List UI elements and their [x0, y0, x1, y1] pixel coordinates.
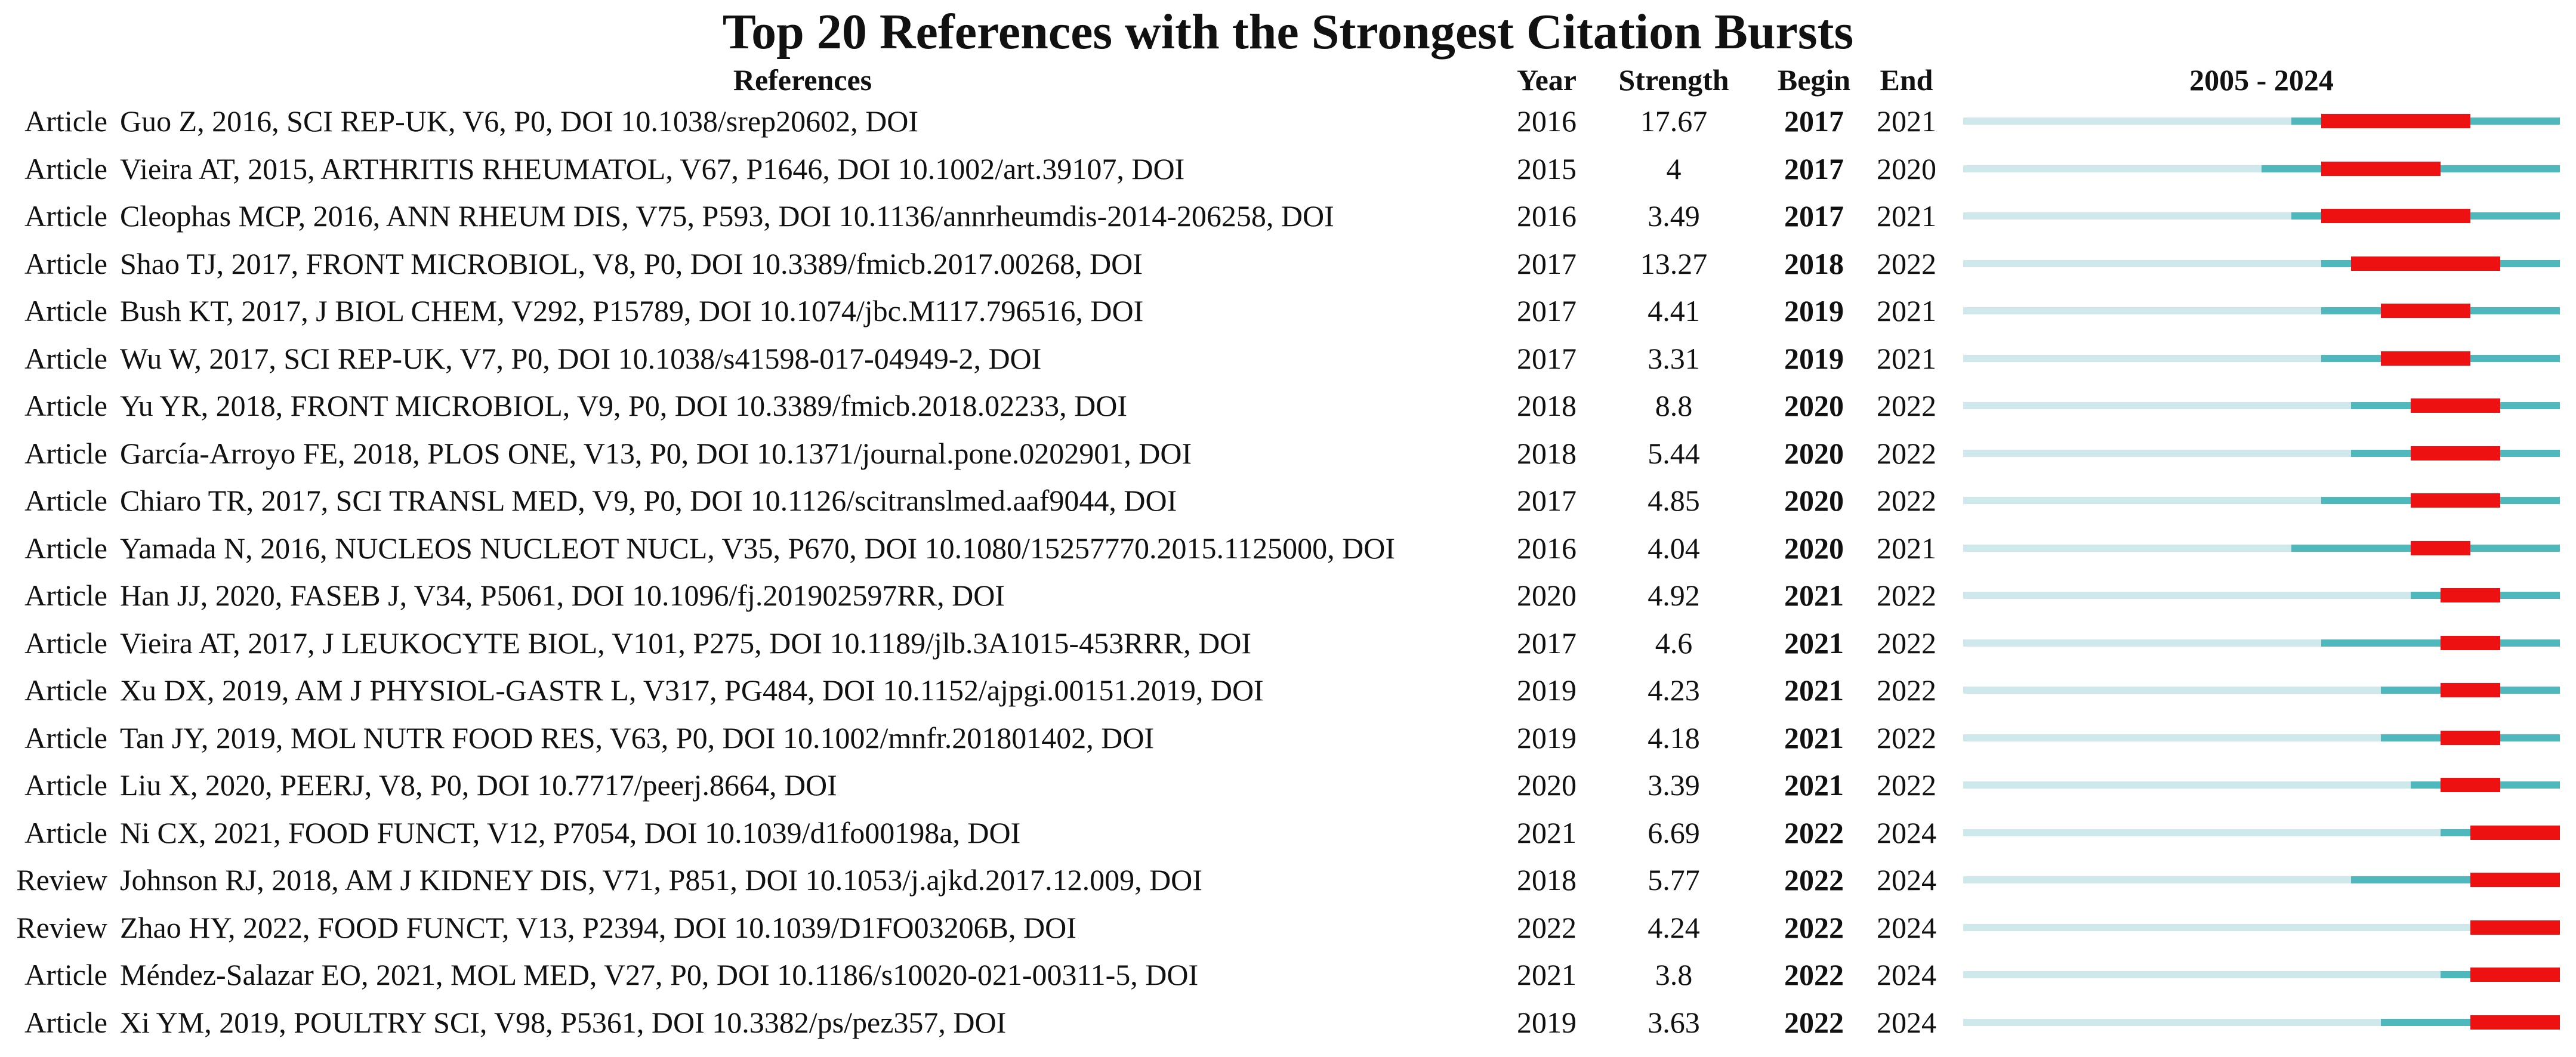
- reference-type: Article: [24, 199, 107, 233]
- burst-end: 2021: [1877, 294, 1936, 327]
- burst-bar: [2470, 1015, 2560, 1030]
- reference-year: 2020: [1517, 768, 1577, 802]
- table-row: [0, 192, 2576, 240]
- burst-end: 2022: [1877, 436, 1936, 470]
- burst-strength: 4.85: [1648, 484, 1700, 517]
- burst-strength: 3.39: [1648, 768, 1700, 802]
- burst-timeline: [1963, 477, 2560, 524]
- burst-end: 2021: [1877, 104, 1936, 138]
- burst-bar: [2441, 731, 2500, 745]
- reference-year: 2018: [1517, 389, 1577, 422]
- table-row: [0, 335, 2576, 382]
- burst-bar: [2321, 209, 2470, 223]
- reference-year: 2021: [1517, 815, 1577, 849]
- burst-timeline: [1963, 666, 2560, 714]
- burst-begin: 2020: [1784, 484, 1844, 517]
- burst-begin: 2017: [1784, 152, 1844, 186]
- burst-begin: 2021: [1784, 579, 1844, 612]
- reference-year: 2015: [1517, 152, 1577, 186]
- burst-begin: 2020: [1784, 389, 1844, 422]
- burst-strength: 4.6: [1655, 626, 1693, 660]
- burst-timeline: [1963, 951, 2560, 999]
- burst-strength: 3.8: [1655, 958, 1693, 991]
- burst-begin: 2020: [1784, 436, 1844, 470]
- table-row: [0, 856, 2576, 904]
- burst-begin: 2018: [1784, 246, 1844, 280]
- reference-citation: García-Arroyo FE, 2018, PLOS ONE, V13, P0, DOI 10.1371/journal.pone.0202901, DOI: [120, 436, 1192, 470]
- table-row: [0, 240, 2576, 288]
- table-row: [0, 904, 2576, 951]
- burst-bar: [2351, 256, 2500, 271]
- reference-year: 2019: [1517, 673, 1577, 707]
- reference-year: 2016: [1517, 199, 1577, 233]
- table-row: [0, 287, 2576, 335]
- burst-end: 2021: [1877, 341, 1936, 375]
- reference-citation: Tan JY, 2019, MOL NUTR FOOD RES, V63, P0, DOI 10.1002/mnfr.201801402, DOI: [120, 721, 1155, 755]
- reference-type: Article: [24, 341, 107, 375]
- burst-bar: [2441, 588, 2500, 602]
- reference-type: Article: [24, 294, 107, 327]
- burst-strength: 5.44: [1648, 436, 1700, 470]
- reference-citation: Han JJ, 2020, FASEB J, V34, P5061, DOI 10.1096/fj.201902597RR, DOI: [120, 579, 1005, 612]
- burst-bar: [2411, 493, 2500, 508]
- table-row: [0, 382, 2576, 429]
- burst-strength: 4.41: [1648, 294, 1700, 327]
- header-end: End: [1880, 63, 1933, 97]
- burst-begin: 2021: [1784, 626, 1844, 660]
- burst-end: 2021: [1877, 199, 1936, 233]
- burst-strength: 6.69: [1648, 815, 1700, 849]
- burst-strength: 3.31: [1648, 341, 1700, 375]
- burst-bar: [2381, 304, 2470, 318]
- burst-bar: [2411, 446, 2500, 460]
- burst-end: 2024: [1877, 1005, 1936, 1039]
- burst-begin: 2021: [1784, 721, 1844, 755]
- reference-type: Article: [24, 246, 107, 280]
- burst-strength: 4.23: [1648, 673, 1700, 707]
- burst-timeline: [1963, 335, 2560, 382]
- reference-citation: Wu W, 2017, SCI REP-UK, V7, P0, DOI 10.1038/s41598-017-04949-2, DOI: [120, 341, 1042, 375]
- reference-year: 2020: [1517, 579, 1577, 612]
- reference-type: Review: [16, 863, 107, 897]
- burst-strength: 4: [1666, 152, 1682, 186]
- burst-end: 2024: [1877, 815, 1936, 849]
- reference-type: Article: [24, 531, 107, 565]
- table-row: [0, 809, 2576, 857]
- burst-begin: 2022: [1784, 910, 1844, 944]
- reference-type: Article: [24, 815, 107, 849]
- reference-year: 2016: [1517, 104, 1577, 138]
- burst-end: 2022: [1877, 246, 1936, 280]
- reference-citation: Chiaro TR, 2017, SCI TRANSL MED, V9, P0, DOI 10.1126/scitranslmed.aaf9044, DOI: [120, 484, 1177, 517]
- table-row: [0, 145, 2576, 193]
- burst-begin: 2019: [1784, 294, 1844, 327]
- table-row: [0, 666, 2576, 714]
- burst-strength: 4.24: [1648, 910, 1700, 944]
- table-row: [0, 429, 2576, 477]
- burst-end: 2022: [1877, 484, 1936, 517]
- burst-strength: 17.67: [1640, 104, 1708, 138]
- reference-citation: Yu YR, 2018, FRONT MICROBIOL, V9, P0, DOI 10.3389/fmicb.2018.02233, DOI: [120, 389, 1128, 422]
- reference-citation: Vieira AT, 2017, J LEUKOCYTE BIOL, V101, P275, DOI 10.1189/jlb.3A1015-453RRR, DOI: [120, 626, 1251, 660]
- reference-citation: Vieira AT, 2015, ARTHRITIS RHEUMATOL, V67, P1646, DOI 10.1002/art.39107, DOI: [120, 152, 1185, 186]
- reference-year: 2018: [1517, 436, 1577, 470]
- burst-bar: [2470, 873, 2560, 887]
- reference-year: 2017: [1517, 626, 1577, 660]
- reference-type: Article: [24, 768, 107, 802]
- burst-end: 2020: [1877, 152, 1936, 186]
- reference-year: 2018: [1517, 863, 1577, 897]
- reference-year: 2016: [1517, 531, 1577, 565]
- table-row: [0, 524, 2576, 572]
- reference-type: Article: [24, 484, 107, 517]
- burst-timeline: [1963, 382, 2560, 429]
- burst-strength: 4.04: [1648, 531, 1700, 565]
- reference-year: 2021: [1517, 958, 1577, 991]
- reference-type: Article: [24, 721, 107, 755]
- reference-citation: Guo Z, 2016, SCI REP-UK, V6, P0, DOI 10.1038/srep20602, DOI: [120, 104, 918, 138]
- burst-timeline: [1963, 761, 2560, 809]
- chart-title: Top 20 References with the Strongest Citation Bursts: [722, 4, 1854, 60]
- burst-timeline: [1963, 999, 2560, 1046]
- burst-strength: 4.92: [1648, 579, 1700, 612]
- reference-year: 2017: [1517, 484, 1577, 517]
- burst-begin: 2022: [1784, 815, 1844, 849]
- burst-bar: [2411, 398, 2500, 413]
- burst-end: 2021: [1877, 531, 1936, 565]
- burst-bar: [2321, 114, 2470, 128]
- burst-bar: [2441, 683, 2500, 697]
- reference-type: Review: [16, 910, 107, 944]
- burst-bar: [2470, 920, 2560, 935]
- burst-timeline: [1963, 571, 2560, 619]
- reference-year: 2017: [1517, 294, 1577, 327]
- header-strength: Strength: [1618, 63, 1729, 97]
- reference-year: 2022: [1517, 910, 1577, 944]
- burst-bar: [2381, 351, 2470, 366]
- burst-bar: [2441, 778, 2500, 792]
- reference-year: 2019: [1517, 721, 1577, 755]
- table-row: [0, 714, 2576, 762]
- burst-begin: 2022: [1784, 958, 1844, 991]
- burst-end: 2022: [1877, 673, 1936, 707]
- reference-type: Article: [24, 579, 107, 612]
- burst-strength: 3.63: [1648, 1005, 1700, 1039]
- reference-type: Article: [24, 104, 107, 138]
- burst-begin: 2017: [1784, 104, 1844, 138]
- burst-timeline: [1963, 524, 2560, 572]
- burst-timeline: [1963, 240, 2560, 288]
- burst-end: 2024: [1877, 863, 1936, 897]
- burst-strength: 3.49: [1648, 199, 1700, 233]
- reference-year: 2017: [1517, 341, 1577, 375]
- burst-strength: 4.18: [1648, 721, 1700, 755]
- burst-strength: 5.77: [1648, 863, 1700, 897]
- reference-citation: Xu DX, 2019, AM J PHYSIOL-GASTR L, V317, PG484, DOI 10.1152/ajpgi.00151.2019, DOI: [120, 673, 1264, 707]
- table-row: [0, 97, 2576, 145]
- burst-begin: 2021: [1784, 673, 1844, 707]
- burst-timeline: [1963, 619, 2560, 667]
- reference-citation: Johnson RJ, 2018, AM J KIDNEY DIS, V71, P851, DOI 10.1053/j.ajkd.2017.12.009, DOI: [120, 863, 1202, 897]
- table-row: [0, 761, 2576, 809]
- table-row: [0, 951, 2576, 999]
- burst-timeline: [1963, 97, 2560, 145]
- header-references: References: [733, 63, 872, 97]
- burst-end: 2024: [1877, 958, 1936, 991]
- header-begin: Begin: [1777, 63, 1851, 97]
- reference-citation: Yamada N, 2016, NUCLEOS NUCLEOT NUCL, V35, P670, DOI 10.1080/15257770.2015.1125000, DOI: [120, 531, 1396, 565]
- burst-bar: [2321, 162, 2441, 176]
- reference-type: Article: [24, 958, 107, 991]
- reference-citation: Zhao HY, 2022, FOOD FUNCT, V13, P2394, DOI 10.1039/D1FO03206B, DOI: [120, 910, 1076, 944]
- burst-begin: 2020: [1784, 531, 1844, 565]
- reference-citation: Xi YM, 2019, POULTRY SCI, V98, P5361, DOI 10.3382/ps/pez357, DOI: [120, 1005, 1007, 1039]
- burst-timeline: [1963, 856, 2560, 904]
- table-row: [0, 571, 2576, 619]
- table-row: [0, 999, 2576, 1046]
- reference-citation: Ni CX, 2021, FOOD FUNCT, V12, P7054, DOI 10.1039/d1fo00198a, DOI: [120, 815, 1021, 849]
- reference-type: Article: [24, 436, 107, 470]
- table-row: [0, 477, 2576, 524]
- burst-timeline: [1963, 904, 2560, 951]
- burst-end: 2022: [1877, 579, 1936, 612]
- burst-bar: [2470, 968, 2560, 982]
- burst-end: 2022: [1877, 626, 1936, 660]
- burst-bar: [2411, 541, 2470, 555]
- burst-bar: [2470, 826, 2560, 840]
- burst-end: 2022: [1877, 721, 1936, 755]
- header-year: Year: [1517, 63, 1577, 97]
- reference-citation: Liu X, 2020, PEERJ, V8, P0, DOI 10.7717/peerj.8664, DOI: [120, 768, 837, 802]
- burst-timeline: [1963, 809, 2560, 857]
- burst-end: 2022: [1877, 389, 1936, 422]
- burst-timeline: [1963, 429, 2560, 477]
- burst-begin: 2022: [1784, 1005, 1844, 1039]
- reference-year: 2019: [1517, 1005, 1577, 1039]
- burst-end: 2022: [1877, 768, 1936, 802]
- burst-strength: 8.8: [1655, 389, 1693, 422]
- reference-type: Article: [24, 626, 107, 660]
- burst-strength: 13.27: [1640, 246, 1708, 280]
- reference-citation: Bush KT, 2017, J BIOL CHEM, V292, P15789, DOI 10.1074/jbc.M117.796516, DOI: [120, 294, 1144, 327]
- reference-year: 2017: [1517, 246, 1577, 280]
- reference-citation: Cleophas MCP, 2016, ANN RHEUM DIS, V75, P593, DOI 10.1136/annrheumdis-2014-206258, DOI: [120, 199, 1334, 233]
- burst-bar: [2441, 636, 2500, 650]
- burst-timeline: [1963, 145, 2560, 193]
- reference-type: Article: [24, 673, 107, 707]
- reference-type: Article: [24, 152, 107, 186]
- header-timeline-range: 2005 - 2024: [2189, 63, 2334, 97]
- burst-end: 2024: [1877, 910, 1936, 944]
- burst-timeline: [1963, 714, 2560, 762]
- burst-timeline: [1963, 287, 2560, 335]
- reference-citation: Méndez-Salazar EO, 2021, MOL MED, V27, P0, DOI 10.1186/s10020-021-00311-5, DOI: [120, 958, 1199, 991]
- burst-begin: 2019: [1784, 341, 1844, 375]
- reference-type: Article: [24, 389, 107, 422]
- reference-type: Article: [24, 1005, 107, 1039]
- table-row: [0, 619, 2576, 667]
- burst-timeline: [1963, 192, 2560, 240]
- burst-begin: 2022: [1784, 863, 1844, 897]
- burst-begin: 2021: [1784, 768, 1844, 802]
- reference-citation: Shao TJ, 2017, FRONT MICROBIOL, V8, P0, DOI 10.3389/fmicb.2017.00268, DOI: [120, 246, 1143, 280]
- burst-begin: 2017: [1784, 199, 1844, 233]
